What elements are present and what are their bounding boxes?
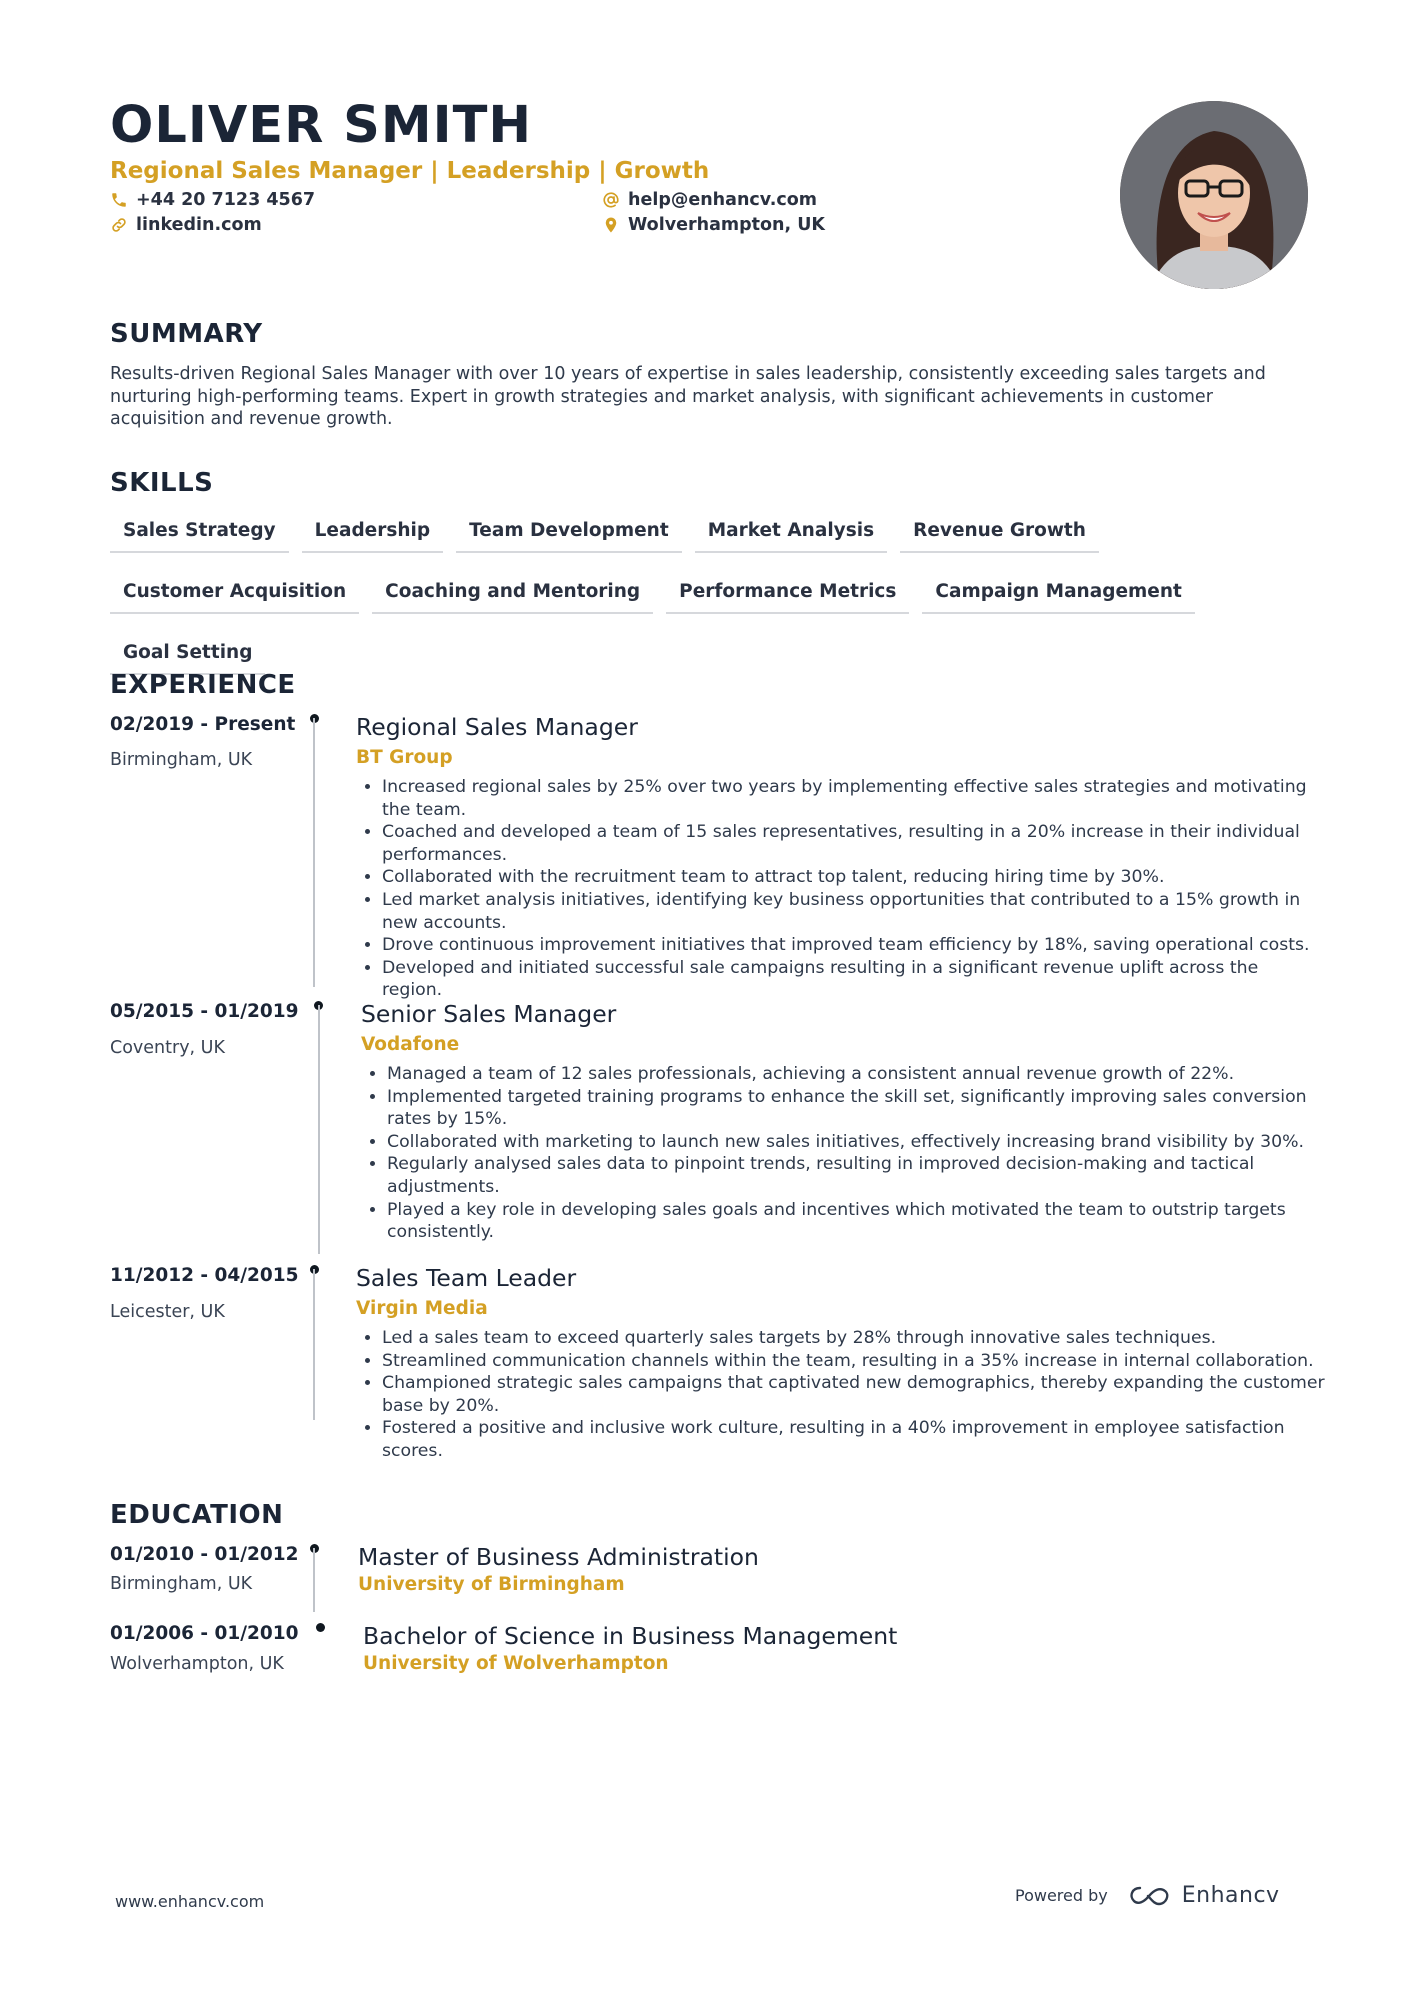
contact-email[interactable] bbox=[602, 188, 817, 212]
skill-tag: Coaching and Mentoring bbox=[372, 574, 653, 614]
job-bullet: • Drove continuous improvement initiatives that improved team efficiency by 18%, saving operational costs. bbox=[382, 934, 1320, 957]
job-bullet: • Led a sales team to exceed quarterly sales targets by 28% through innovative sales techniques. bbox=[382, 1327, 1327, 1350]
map-pin-icon bbox=[602, 216, 620, 234]
job-bullet: • Managed a team of 12 sales professionals, achieving a consistent annual revenue growth of 22%. bbox=[387, 1063, 1322, 1086]
edu-dates: 01/2010 - 01/2012 bbox=[110, 1544, 299, 1565]
job-company: Vodafone bbox=[361, 1034, 460, 1055]
timeline-line bbox=[313, 1269, 315, 1420]
timeline-line bbox=[313, 1548, 315, 1612]
edu-dates: 01/2006 - 01/2010 bbox=[110, 1623, 299, 1644]
skill-tag: Team Development bbox=[456, 513, 682, 553]
contact-location bbox=[602, 213, 825, 237]
location-text: Wolverhampton, UK bbox=[628, 215, 825, 235]
experience-heading: EXPERIENCE bbox=[110, 670, 296, 700]
job-role: Regional Sales Manager bbox=[356, 713, 638, 741]
skill-tag: Revenue Growth bbox=[900, 513, 1099, 553]
summary-heading: SUMMARY bbox=[110, 319, 263, 349]
edu-degree: Bachelor of Science in Business Management bbox=[363, 1622, 898, 1650]
job-bullet: • Increased regional sales by 25% over two years by implementing effective sales strategies and motivating the team. bbox=[382, 776, 1320, 821]
job-bullet: • Collaborated with the recruitment team to attract top talent, reducing hiring time by 30%. bbox=[382, 866, 1320, 889]
job-bullet: • Developed and initiated successful sale campaigns resulting in a significant revenue uplift across the region. bbox=[382, 957, 1320, 1002]
job-bullet: • Regularly analysed sales data to pinpoint trends, resulting in improved decision-making and tactical adjustments. bbox=[387, 1153, 1322, 1198]
job-bullet: • Fostered a positive and inclusive work culture, resulting in a 40% improvement in employee satisfaction scores. bbox=[382, 1417, 1327, 1462]
job-bullets bbox=[356, 1327, 1327, 1463]
candidate-name: OLIVER SMITH bbox=[110, 96, 533, 155]
job-location: Coventry, UK bbox=[110, 1038, 225, 1058]
edu-school: University of Wolverhampton bbox=[363, 1653, 669, 1674]
skill-tag: Customer Acquisition bbox=[110, 574, 359, 614]
job-dates: 05/2015 - 01/2019 bbox=[110, 1001, 299, 1022]
edu-location: Birmingham, UK bbox=[110, 1574, 253, 1594]
edu-location: Wolverhampton, UK bbox=[110, 1654, 284, 1674]
timeline-dot bbox=[316, 1623, 325, 1632]
phone-text: +44 20 7123 4567 bbox=[136, 190, 316, 210]
job-location: Leicester, UK bbox=[110, 1302, 225, 1322]
job-role: Sales Team Leader bbox=[356, 1264, 577, 1292]
profile-photo-illustration bbox=[1120, 101, 1308, 289]
job-dates: 02/2019 - Present bbox=[110, 714, 296, 735]
footer-branding bbox=[1015, 1883, 1280, 1908]
job-bullet: • Led market analysis initiatives, identifying key business opportunities that contributed to a 15% growth in new accounts. bbox=[382, 889, 1320, 934]
job-location: Birmingham, UK bbox=[110, 750, 253, 770]
skill-tag: Leadership bbox=[302, 513, 444, 553]
link-icon bbox=[110, 216, 128, 234]
job-company: BT Group bbox=[356, 747, 453, 768]
job-company: Virgin Media bbox=[356, 1298, 488, 1319]
skill-tag: Market Analysis bbox=[695, 513, 887, 553]
job-bullets bbox=[361, 1063, 1322, 1244]
job-bullet: • Streamlined communication channels within the team, resulting in a 35% increase in internal collaboration. bbox=[382, 1350, 1327, 1373]
job-bullets bbox=[356, 776, 1320, 1002]
job-bullet: • Implemented targeted training programs to enhance the skill set, significantly improving sales conversion rates by 15%. bbox=[387, 1086, 1322, 1131]
job-bullet: • Coached and developed a team of 15 sales representatives, resulting in a 20% increase in their individual performances. bbox=[382, 821, 1320, 866]
edu-school: University of Birmingham bbox=[358, 1574, 625, 1595]
profile-photo bbox=[1120, 101, 1308, 289]
contact-linkedin[interactable] bbox=[110, 213, 262, 237]
brand-name: Enhancv bbox=[1181, 1883, 1280, 1908]
job-role: Senior Sales Manager bbox=[361, 1000, 617, 1028]
skill-tag: Goal Setting bbox=[110, 635, 265, 675]
timeline-line bbox=[318, 1005, 320, 1254]
email-text[interactable]: help@enhancv.com bbox=[628, 190, 818, 210]
skills-list bbox=[110, 513, 1320, 675]
brand-logo[interactable] bbox=[1126, 1883, 1280, 1908]
timeline-line bbox=[313, 718, 315, 987]
job-bullet: • Played a key role in developing sales goals and incentives which motivated the team to outstrip targets consistently. bbox=[387, 1199, 1322, 1244]
job-bullet: • Championed strategic sales campaigns that captivated new demographics, thereby expanding the customer base by 20%. bbox=[382, 1372, 1327, 1417]
linkedin-text[interactable]: linkedin.com bbox=[136, 215, 262, 235]
education-heading: EDUCATION bbox=[110, 1500, 284, 1530]
summary-text: Results-driven Regional Sales Manager with over 10 years of expertise in sales leadership, consistently exceeding sales targets and nurturing high-performing teams. Expert in growth strategies and market analysis, with significant achievements in customer acquisition and revenue growth. bbox=[110, 364, 1266, 429]
candidate-title: Regional Sales Manager | Leadership | Growth bbox=[110, 158, 710, 184]
contact-phone bbox=[110, 188, 315, 212]
skill-tag: Campaign Management bbox=[922, 574, 1194, 614]
footer-website[interactable]: www.enhancv.com bbox=[115, 1892, 265, 1911]
skill-tag: Performance Metrics bbox=[666, 574, 909, 614]
at-icon bbox=[602, 191, 620, 209]
job-dates: 11/2012 - 04/2015 bbox=[110, 1265, 299, 1286]
enhancv-logo-icon bbox=[1126, 1884, 1172, 1908]
edu-degree: Master of Business Administration bbox=[358, 1543, 759, 1571]
job-bullet: • Collaborated with marketing to launch new sales initiatives, effectively increasing brand visibility by 30%. bbox=[387, 1131, 1322, 1154]
skills-heading: SKILLS bbox=[110, 468, 214, 498]
powered-by-label: Powered by bbox=[1015, 1886, 1108, 1905]
skill-tag: Sales Strategy bbox=[110, 513, 289, 553]
phone-icon bbox=[110, 191, 128, 209]
